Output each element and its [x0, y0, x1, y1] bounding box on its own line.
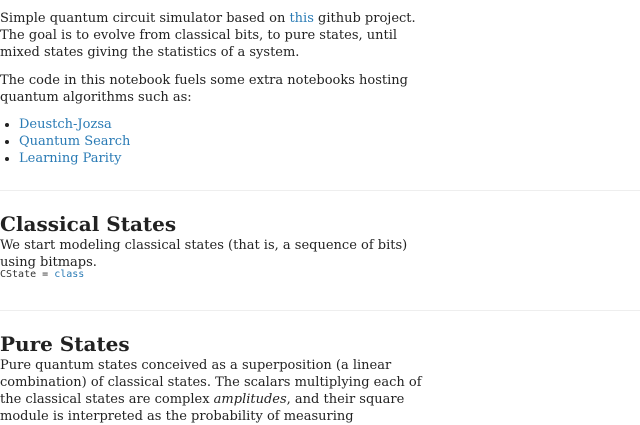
quantum-search-link[interactable]: Quantum Search	[19, 134, 131, 149]
pure-text-part-2: , and their square module is interpreted as the probability of measuring	[0, 392, 405, 424]
notebooks-paragraph: The code in this notebook fuels some extra notebooks hosting quantum algorithms such as:	[0, 73, 409, 105]
cell-divider	[0, 190, 640, 191]
pure-states-text	[0, 357, 440, 425]
code-keyword: class	[54, 269, 85, 280]
intro-text-after: github project. The goal is to evolve from classical bits, to pure states, until mixed states giving the statistics of a system.	[0, 11, 416, 60]
pure-states-heading: Pure States	[0, 332, 130, 356]
deustch-jozsa-link[interactable]: Deustch-Jozsa	[19, 117, 112, 132]
list-item	[19, 116, 130, 133]
pure-text-part-1: Pure quantum states conceived as a superposition (a linear combination) of classical states. The scalars multiplying each of the classical states are complex	[0, 358, 422, 407]
classical-states-heading: Classical States	[0, 212, 177, 236]
cell-divider	[0, 310, 640, 311]
amplitudes-term: amplitudes	[213, 392, 287, 407]
list-item	[19, 150, 130, 167]
code-identifier: CState	[0, 269, 37, 280]
code-operator: =	[36, 269, 55, 280]
intro-text-before: Simple quantum circuit simulator based on	[0, 11, 290, 26]
intro-paragraph	[0, 10, 440, 61]
list-item	[19, 133, 130, 150]
code-cell[interactable]	[0, 268, 84, 282]
this-github-link[interactable]: this	[289, 11, 314, 26]
classical-states-text: We start modeling classical states (that is, a sequence of bits) using bitmaps.	[0, 238, 408, 270]
learning-parity-link[interactable]: Learning Parity	[19, 151, 122, 166]
algorithm-links-list	[0, 116, 130, 167]
